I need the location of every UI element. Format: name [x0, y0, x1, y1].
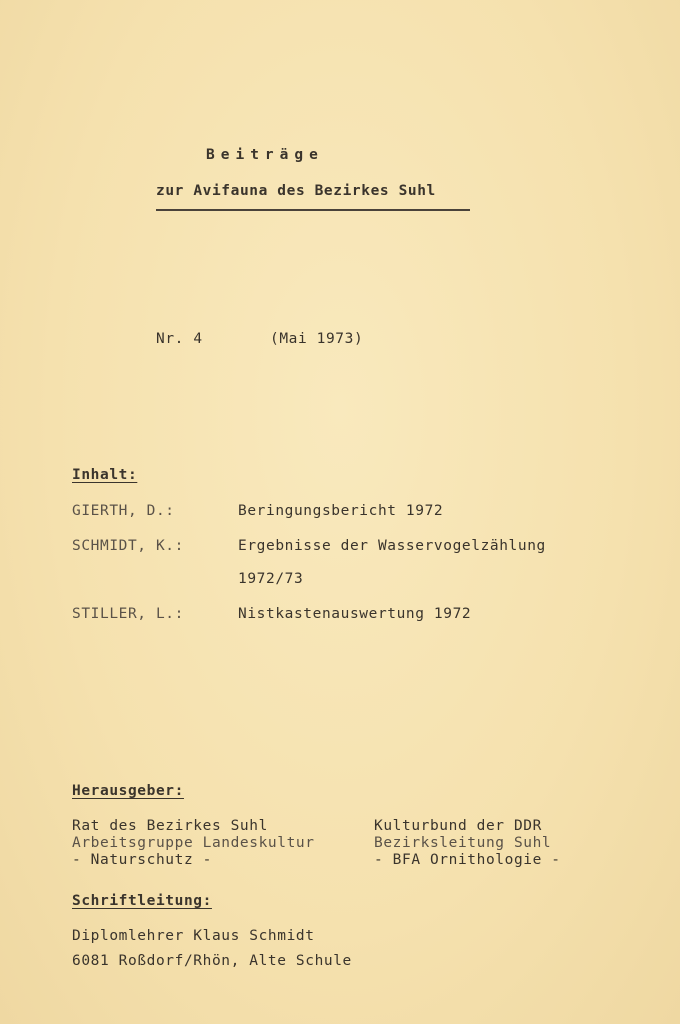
editorial-heading: Schriftleitung:	[72, 893, 212, 909]
contents-title-2: Ergebnisse der Wasservogelzählung	[238, 538, 546, 554]
contents-title-3: Nistkastenauswertung 1972	[238, 606, 472, 622]
publisher-right-3: - BFA Ornithologie -	[374, 852, 561, 868]
contents-heading: Inhalt:	[72, 467, 138, 483]
publisher-left-3: - Naturschutz -	[72, 852, 212, 868]
issue-number: Nr. 4	[156, 331, 203, 347]
issue-date: (Mai 1973)	[270, 331, 364, 347]
publisher-left-1: Rat des Bezirkes Suhl	[72, 818, 268, 834]
publisher-right-1: Kulturbund der DDR	[374, 818, 542, 834]
publisher-heading: Herausgeber:	[72, 783, 184, 799]
contents-title-2-cont: 1972/73	[238, 571, 304, 587]
contents-title-1: Beringungsbericht 1972	[238, 503, 444, 519]
contents-author-3: STILLER, L.:	[72, 606, 184, 622]
document-title: Beiträge	[206, 147, 324, 163]
publisher-left-2: Arbeitsgruppe Landeskultur	[72, 835, 315, 851]
publisher-right-2: Bezirksleitung Suhl	[374, 835, 552, 851]
contents-author-2: SCHMIDT, K.:	[72, 538, 184, 554]
editorial-line-2: 6081 Roßdorf/Rhön, Alte Schule	[72, 953, 352, 969]
title-rule	[156, 209, 470, 211]
editorial-line-1: Diplomlehrer Klaus Schmidt	[72, 928, 315, 944]
document-subtitle: zur Avifauna des Bezirkes Suhl	[156, 183, 436, 199]
contents-author-1: GIERTH, D.:	[72, 503, 175, 519]
